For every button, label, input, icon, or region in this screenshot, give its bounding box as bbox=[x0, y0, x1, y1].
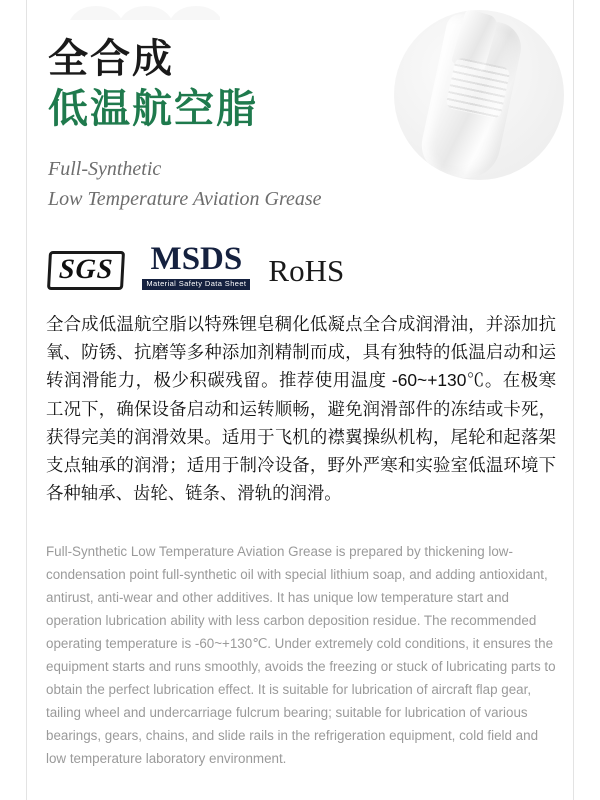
gear-decoration-icon bbox=[60, 2, 220, 28]
msds-logo-subtitle: Material Safety Data Sheet bbox=[142, 279, 250, 290]
right-border-rule bbox=[573, 0, 574, 800]
page-subtitle-en-line1: Full-Synthetic bbox=[48, 158, 162, 180]
certification-logos bbox=[48, 243, 344, 290]
page-title-cn-line1: 全合成 bbox=[48, 37, 174, 81]
page-subtitle-en-line2: Low Temperature Aviation Grease bbox=[48, 188, 322, 210]
rohs-logo: RoHS bbox=[268, 252, 345, 288]
left-border-rule bbox=[26, 0, 27, 800]
page-title-cn-line2: 低温航空脂 bbox=[48, 87, 258, 131]
msds-logo bbox=[142, 243, 250, 290]
sgs-logo: SGS bbox=[47, 251, 125, 290]
tube-ridges bbox=[445, 57, 511, 120]
page-subtitle-en bbox=[48, 154, 448, 214]
msds-logo-label: MSDS bbox=[150, 241, 243, 277]
title-block bbox=[48, 36, 448, 214]
description-english: Full-Synthetic Low Temperature Aviation Grease is prepared by thickening low-condensation point full-synthetic oil with special lithium soap, and adding antioxidant, antirust, anti-wear and other additives. It has unique low temperature start and operation lubrication ability with less carbon deposition residue. The recommended operating temperature is -60~+130℃. Under extremely cold conditions, it ensures the equipment starts and runs smoothly, avoids the freezing or stuck of lubricating parts to obtain the perfect lubrication effect. It is suitable for lubrication of aircraft flap gear, tailing wheel and undercarriage fulcrum bearing; suitable for lubrication of various bearings, gears, chains, and slide rails in the refrigeration equipment, cold field and low temperature laboratory environment. bbox=[46, 544, 556, 767]
description-chinese: 全合成低温航空脂以特殊锂皂稠化低凝点全合成润滑油，并添加抗氧、防锈、抗磨等多种添加剂精制而成，具有独特的低温启动和运转润滑能力，极少积碳残留。推荐使用温度 -60~+130℃。在极寒工况下，确保设备启动和运转顺畅，避免润滑部件的冻结或卡死，获得完美的润滑效果。适用于飞机的襟翼操纵机构，尾轮和起落架支点轴承的润滑；适用于制冷设备，野外严寒和实验室低温环境下各种轴承、齿轮、链条、滑轨的润滑。 bbox=[46, 314, 556, 504]
